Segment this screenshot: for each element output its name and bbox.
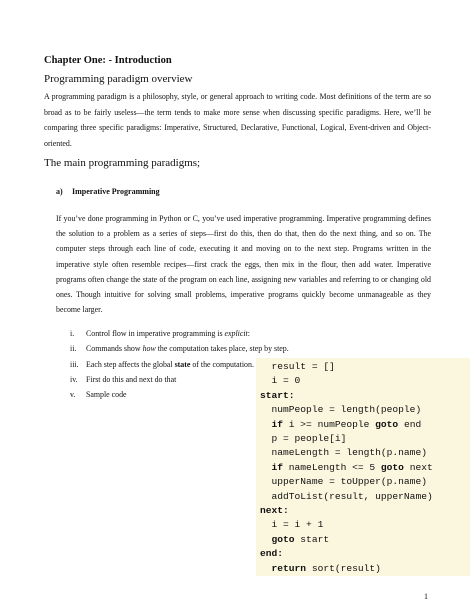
code-line: nameLength = length(p.name) (260, 447, 427, 459)
list-item (56, 387, 289, 402)
code-keyword: end: (260, 548, 284, 560)
list-item-number: iii. (70, 359, 79, 369)
list-item-text: First do this and next do that (86, 374, 177, 384)
code-keyword: if (271, 461, 284, 473)
intro-paragraph: A programming paradigm is a philosophy, style, or general approach to writing code. Most definitions of the term are so broad as to be fairly useless—the term tends to make more sense when discussing specific paradigms. Here, we’ll be comparing three specific paradigms: Imperative, Structured, Declarative, Functional, Logical, Event-driven and Object-oriented. (44, 92, 431, 148)
code-keyword: if (271, 418, 284, 430)
code-keyword: goto (271, 533, 295, 545)
list-item (56, 372, 289, 387)
code-line: goto start (271, 533, 330, 545)
section-overview-heading: Programming paradigm overview (44, 73, 193, 85)
code-keyword: goto (380, 461, 404, 473)
code-line: addToList(result, upperName) (260, 490, 433, 502)
list-item (56, 357, 289, 372)
code-line: result = [] (260, 361, 335, 372)
list-item-text-end: the computation takes place, step by step. (155, 344, 289, 354)
list-item-number: v. (70, 390, 76, 400)
list-item-text: Each step affects the global (86, 359, 175, 369)
code-block (256, 358, 470, 576)
chapter-title: Chapter One: - Introduction (44, 55, 172, 66)
list-item-number: iv. (70, 374, 78, 384)
page-number: 1 (424, 592, 428, 601)
list-item-emphasis: state (174, 359, 191, 369)
section-title: Imperative Programming (72, 187, 160, 196)
list-item-number: ii. (70, 344, 77, 354)
code-keyword: return (271, 562, 307, 574)
list-item-emphasis: how (142, 344, 156, 354)
code-line: if i >= numPeople goto end (271, 418, 422, 430)
code-line: numPeople = length(people) (260, 404, 422, 416)
list-item-text: Commands show (86, 344, 143, 354)
code-text (256, 358, 470, 576)
code-line (260, 505, 289, 516)
code-line: return sort(result) (271, 562, 381, 574)
list-item-number: i. (70, 329, 75, 338)
list-item (56, 341, 289, 356)
code-line: upperName = toUpper(p.name) (260, 476, 427, 488)
code-line: p = people[i] (260, 433, 347, 445)
code-line: if nameLength <= 5 goto next (271, 461, 433, 473)
code-keyword: goto (375, 418, 399, 430)
code-line: i = 0 (260, 375, 301, 387)
code-line: i = i + 1 (260, 519, 324, 531)
section-label: a) (56, 187, 63, 196)
code-keyword: next: (260, 505, 289, 517)
main-paradigms-heading: The main programming paradigms; (44, 157, 201, 169)
imperative-section-heading (56, 187, 160, 196)
list-item-text-end: : (247, 329, 250, 338)
code-line (260, 390, 295, 401)
list-item-text: Sample code (86, 390, 127, 400)
list-item (56, 326, 289, 341)
imperative-paragraph: If you’ve done programming in Python or C, you’ve used imperative programming. Imperative programming defines the solution to a problem as a series of steps—first do this, then do that, then do the next thing, and so on. The computer steps through each line of code, executing it and moving on to the next step. Programs written in the imperative style often resemble recipes—first crack the eggs, then mix in the flour, then add water. Imperative programs often change the state of the program on each line, assigning new variables and referring to or changing old ones. Though intuitive for solving small problems, imperative programs quickly become unmanageable as they become larger. (56, 214, 431, 315)
code-line (260, 548, 283, 559)
code-keyword: start: (260, 389, 295, 401)
list-item-text: Control flow in imperative programming is (86, 329, 225, 338)
list-item-emphasis: explicit (224, 329, 248, 338)
imperative-features-list (56, 326, 289, 402)
list-item-text-end: of the computation. (190, 359, 254, 369)
